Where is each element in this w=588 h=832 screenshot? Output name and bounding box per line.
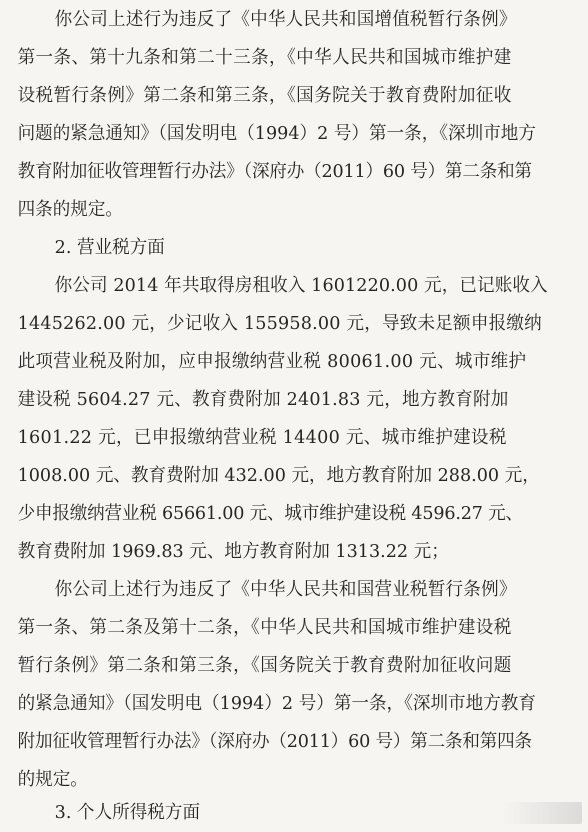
text-line [0, 309, 588, 339]
watermark [502, 802, 582, 824]
text-line-content: 问题的紧急通知》（国发明电（1994）2 号）第一条，《深圳市地方 [17, 123, 536, 144]
text-line [0, 537, 588, 567]
text-line [0, 727, 588, 757]
text-line [0, 385, 588, 415]
text-line [0, 195, 588, 225]
text-line-content: 你公司上述行为违反了《中华人民共和国营业税暂行条例》 [54, 579, 517, 600]
text-line-content: 设税暂行条例》第二条和第三条，《国务院关于教育费附加征收 [17, 85, 512, 106]
text-line [0, 81, 588, 111]
text-line [0, 499, 588, 529]
text-line-content: 附加征收管理暂行办法》（深府办（2011）60 号）第二条和第四条 [17, 731, 532, 752]
text-line-content: 建设税 5604.27 元、教育费附加 2401.83 元，地方教育附加 [17, 389, 509, 410]
text-line-content: 3. 个人所得税方面 [54, 802, 201, 823]
section-heading [0, 233, 588, 263]
text-line-content: 少申报缴纳营业税 65661.00 元、城市维护建设税 4596.27 元、 [17, 503, 523, 524]
text-line [0, 575, 588, 605]
text-line [0, 5, 588, 35]
text-line-content: 1445262.00 元，少记收入 155958.00 元，导致未足额申报缴纳 [17, 313, 542, 334]
text-line [0, 461, 588, 491]
text-line [0, 423, 588, 453]
text-line [0, 157, 588, 187]
section-heading [0, 798, 588, 828]
text-line [0, 689, 588, 719]
text-line [0, 271, 588, 301]
text-line-content: 第一条、第二条及第十二条，《中华人民共和国城市维护建设税 [17, 617, 512, 638]
text-line-content: 1601.22 元，已申报缴纳营业税 14400 元、城市维护建设税 [17, 427, 507, 448]
text-line-content: 你公司 2014 年共取得房租收入 1601220.00 元，已记账收入 [54, 275, 548, 296]
text-line-content: 教育附加征收管理暂行办法》（深府办（2011）60 号）第二条和第 [17, 161, 532, 182]
text-line [0, 43, 588, 73]
text-line-content: 的规定。 [17, 769, 88, 790]
text-line [0, 119, 588, 149]
text-line-content: 第一条、第十九条和第二十三条，《中华人民共和国城市维护建 [17, 47, 512, 68]
text-line-content: 1008.00 元、教育费附加 432.00 元，地方教育附加 288.00 元， [17, 465, 540, 486]
text-line-content: 2. 营业税方面 [54, 237, 165, 258]
text-line-content: 教育费附加 1969.83 元、地方教育附加 1313.22 元； [17, 541, 449, 562]
text-line [0, 347, 588, 377]
text-line-content: 此项营业税及附加，应申报缴纳营业税 80061.00 元、城市维护 [17, 351, 527, 372]
text-line [0, 651, 588, 681]
text-line [0, 765, 588, 795]
text-line-content: 暂行条例》第二条和第三条，《国务院关于教育费附加征收问题 [17, 655, 512, 676]
text-line [0, 613, 588, 643]
text-line-content: 你公司上述行为违反了《中华人民共和国增值税暂行条例》 [54, 9, 517, 30]
text-line-content: 四条的规定。 [17, 199, 124, 220]
text-line-content: 的紧急通知》（国发明电（1994）2 号）第一条，《深圳市地方教育 [17, 693, 536, 714]
